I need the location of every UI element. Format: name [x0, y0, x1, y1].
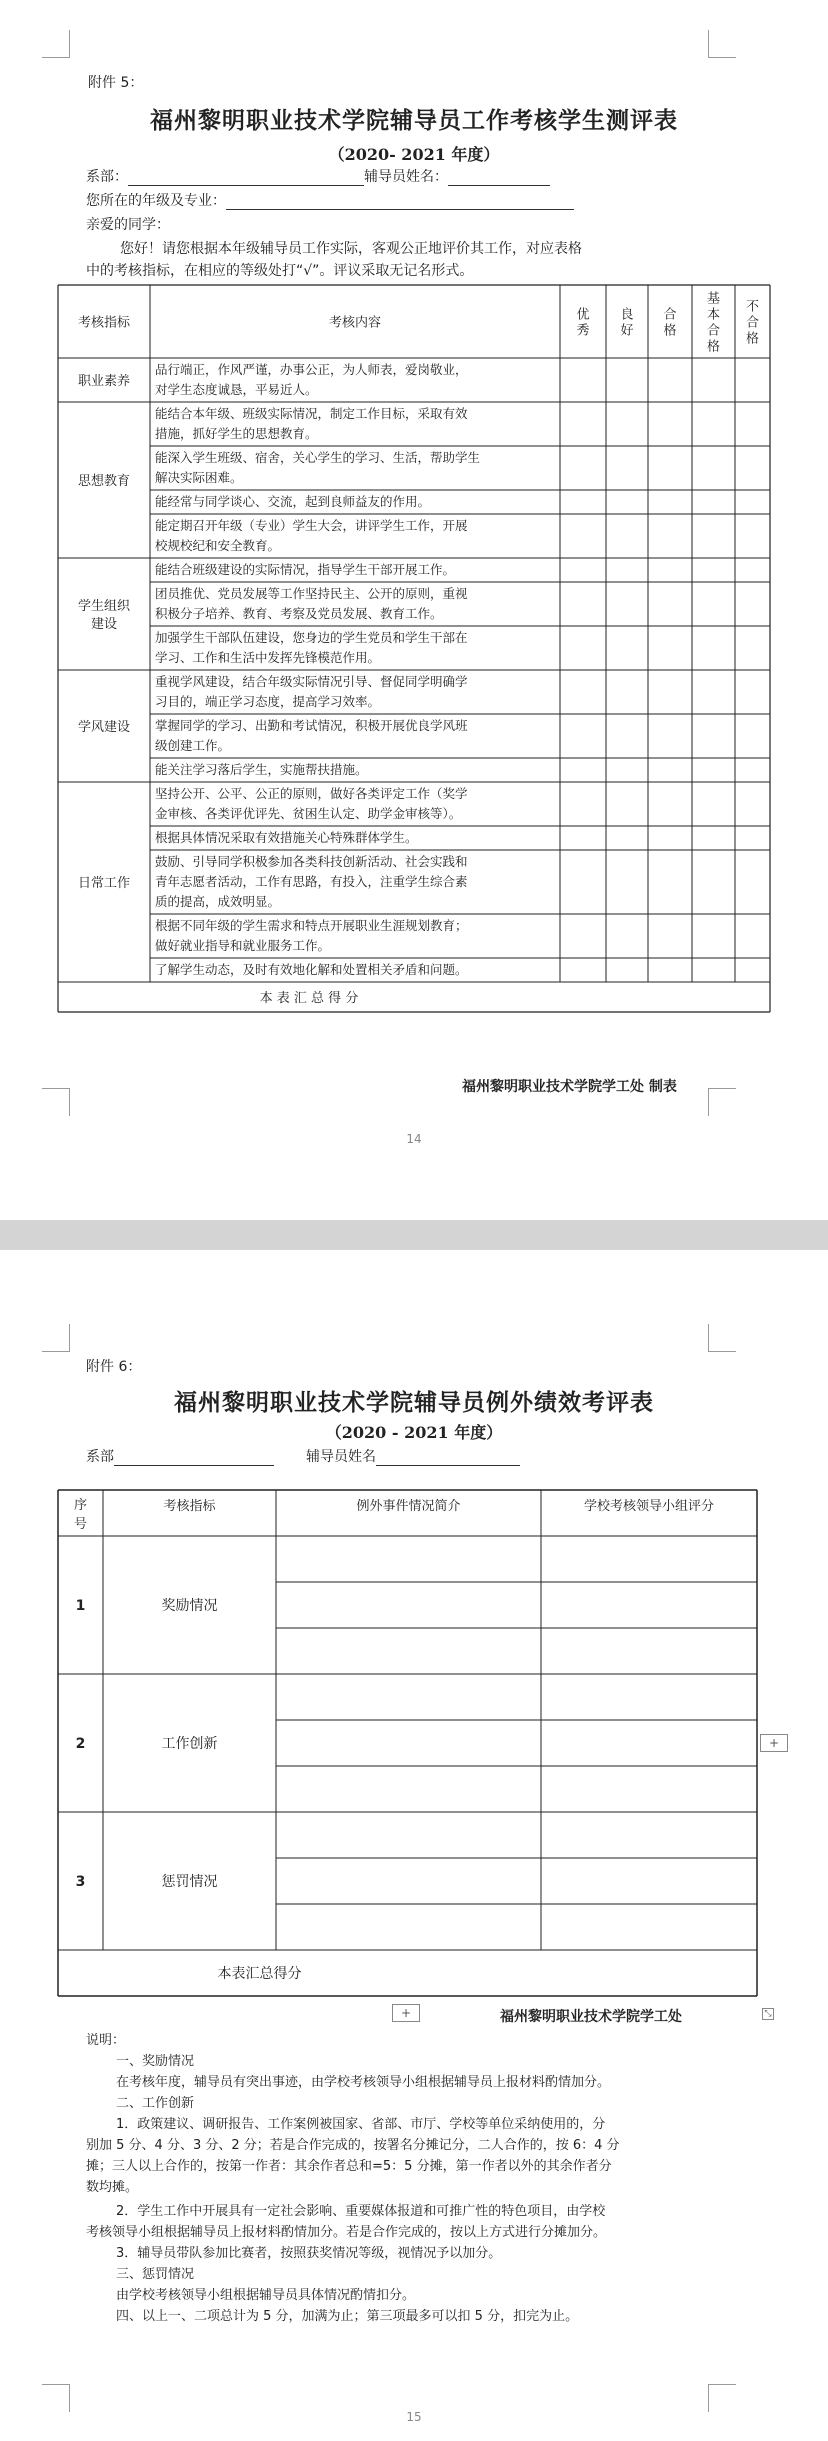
criteria-text: 了解学生动态，及时有效地化解和处置相关矛盾和问题。 — [155, 962, 468, 977]
header-grade-2: 良 — [620, 307, 634, 323]
page-title: 福州黎明职业技术学院辅导员工作考核学生测评表 — [150, 107, 678, 134]
page-title: 福州黎明职业技术学院辅导员例外绩效考评表 — [174, 1389, 654, 1416]
criteria-text: 金审核、各类评优评先、贫困生认定、助学金审核等）。 — [155, 806, 462, 821]
grade-label: 您所在的年级及专业： — [86, 193, 226, 209]
header-indicator: 考核指标 — [163, 1499, 216, 1514]
row-seq: 2 — [75, 1736, 86, 1752]
criteria-text: 掌握同学的学习、出勤和考试情况，积极开展优良学风班 — [155, 718, 468, 733]
criteria-text: 能关注学习落后学生，实施帮扶措施。 — [155, 762, 368, 777]
header-grade-3: 格 — [663, 323, 677, 339]
indicator-name: 职业素养 — [77, 374, 131, 389]
criteria-text: 解决实际困难。 — [155, 470, 243, 485]
resize-handle-icon[interactable]: ⤡ — [762, 2008, 774, 2020]
attachment-label: 附件 6： — [86, 1359, 142, 1375]
greeting: 亲爱的同学： — [86, 217, 170, 233]
indicator-name: 日常工作 — [77, 876, 131, 891]
notes-line: 四、以上一、二项总计为 5 分，加满为止；第三项最多可以扣 5 分，扣完为止。 — [116, 2309, 579, 2324]
indicator-name: 学风建设 — [77, 720, 131, 735]
criteria-text: 坚持公开、公平、公正的原则，做好各类评定工作（奖学 — [155, 786, 468, 801]
header-grade-5: 不 — [745, 299, 760, 315]
criteria-text: 能经常与同学谈心、交流，起到良师益友的作用。 — [155, 494, 431, 509]
header-grade-3: 合 — [663, 307, 677, 323]
header-grade-5: 合 — [745, 315, 760, 331]
criteria-text: 质的提高，成效明显。 — [155, 894, 281, 909]
intro-line-1: 您好！请您根据本年级辅导员工作实际，客观公正地评价其工作，对应表格 — [120, 241, 582, 257]
row-indicator: 惩罚情况 — [161, 1874, 218, 1890]
notes-line: 2．学生工作中开展具有一定社会影响、重要媒体报道和可推广性的特色项目，由学校 — [116, 2204, 606, 2219]
row-indicator: 奖励情况 — [161, 1598, 218, 1614]
header-grade-4: 本 — [706, 307, 721, 323]
header-grade-1: 优 — [576, 307, 590, 323]
criteria-text: 级创建工作。 — [155, 738, 231, 753]
notes-line: 3．辅导员带队参加比赛者，按照获奖情况等级，视情况予以加分。 — [116, 2246, 502, 2261]
header-grade-4: 基 — [706, 291, 721, 307]
notes-line: 一、奖励情况 — [116, 2054, 195, 2069]
criteria-text: 鼓励、引导同学积极参加各类科技创新活动、社会实践和 — [155, 854, 468, 869]
header-indicator: 考核指标 — [77, 315, 131, 331]
dept-label: 系部： — [86, 169, 128, 185]
criteria-text: 能结合班级建设的实际情况，指导学生干部开展工作。 — [155, 562, 456, 577]
header-brief: 例外事件情况简介 — [356, 1499, 461, 1514]
criteria-text: 学习、工作和生活中发挥先锋模范作用。 — [155, 650, 381, 665]
criteria-text: 品行端正，作风严谨，办事公正，为人师表，爱岗敬业， — [155, 362, 468, 377]
document-page-15 — [0, 1250, 828, 2441]
criteria-text: 措施，抓好学生的思想教育。 — [155, 426, 318, 441]
row-seq: 1 — [75, 1598, 86, 1614]
counselor-label: 辅导员姓名： — [364, 169, 448, 185]
notes-line: 由学校考核领导小组根据辅导员具体情况酌情扣分。 — [116, 2288, 416, 2303]
dept-label: 系部 — [86, 1449, 114, 1465]
total-score-label: 本表汇总得分 — [217, 1966, 302, 1982]
year-label: （2020- 2021 年度） — [328, 145, 500, 164]
indicator-name: 思想教育 — [77, 474, 131, 489]
notes-line: 别加 5 分、4 分、3 分、2 分；若是合作完成的，按署名分摊记分，二人合作的，按 6：4 分 — [86, 2138, 620, 2153]
maker-label: 福州黎明职业技术学院学工处 制表 — [462, 1079, 677, 1095]
header-seq: 号 — [73, 1517, 88, 1532]
criteria-text: 能深入学生班级、宿舍，关心学生的学习、生活，帮助学生 — [155, 450, 481, 465]
criteria-text: 校规校纪和安全教育。 — [155, 538, 281, 553]
year-label: （2020 - 2021 年度） — [325, 1423, 503, 1442]
header-grade-2: 好 — [620, 323, 634, 339]
page-number: 14 — [406, 1132, 422, 1146]
notes-line: 三、惩罚情况 — [116, 2267, 195, 2282]
page-number: 15 — [406, 2410, 422, 2424]
criteria-text: 能结合本年级、班级实际情况，制定工作目标，采取有效 — [155, 406, 468, 421]
header-grade-5: 格 — [745, 331, 760, 347]
maker-label: 福州黎明职业技术学院学工处 — [500, 2009, 682, 2025]
notes-line: 1．政策建议、调研报告、工作案例被国家、省部、市厅、学校等单位采纳使用的，分 — [116, 2117, 606, 2132]
add-column-button[interactable]: + — [760, 1734, 788, 1752]
counselor-label: 辅导员姓名 — [306, 1449, 376, 1465]
header-seq: 序 — [73, 1498, 88, 1513]
row-indicator: 工作创新 — [161, 1736, 218, 1752]
criteria-text: 能定期召开年级（专业）学生大会，讲评学生工作，开展 — [155, 518, 468, 533]
header-grade-4: 合 — [706, 323, 721, 339]
criteria-text: 做好就业指导和就业服务工作。 — [155, 938, 331, 953]
notes-heading: 说明： — [86, 2033, 126, 2048]
criteria-text: 积极分子培养、教育、考察及党员发展、教育工作。 — [155, 606, 443, 621]
intro-line-2: 中的考核指标，在相应的等级处打“√”。评议采取无记名形式。 — [86, 263, 474, 279]
attachment-label: 附件 5： — [88, 75, 144, 91]
criteria-text: 团员推优、党员发展等工作坚持民主、公开的原则，重视 — [155, 586, 468, 601]
header-grade-4: 格 — [706, 339, 721, 355]
notes-line: 数均摊。 — [86, 2180, 139, 2195]
criteria-text: 加强学生干部队伍建设，您身边的学生党员和学生干部在 — [155, 630, 468, 645]
criteria-text: 青年志愿者活动，工作有思路，有投入，注重学生综合素 — [155, 874, 468, 889]
header-score: 学校考核领导小组评分 — [583, 1499, 715, 1514]
row-seq: 3 — [75, 1874, 86, 1890]
criteria-text: 根据具体情况采取有效措施关心特殊群体学生。 — [155, 830, 418, 845]
criteria-text: 根据不同年级的学生需求和特点开展职业生涯规划教育； — [155, 918, 468, 933]
indicator-name: 学生组织 — [77, 599, 131, 614]
evaluation-table — [0, 0, 828, 1220]
criteria-text: 对学生态度诚恳，平易近人。 — [155, 382, 318, 397]
indicator-name: 建设 — [90, 617, 118, 632]
header-content: 考核内容 — [328, 315, 382, 331]
notes-line: 考核领导小组根据辅导员上报材料酌情加分。若是合作完成的，按以上方式进行分摊加分。 — [86, 2225, 607, 2240]
criteria-text: 重视学风建设，结合年级实际情况引导、督促同学明确学 — [155, 674, 468, 689]
total-score-label: 本 表 汇 总 得 分 — [259, 991, 359, 1006]
document-page-14 — [0, 0, 828, 1220]
add-row-button[interactable]: + — [392, 2004, 420, 2022]
notes-line: 二、工作创新 — [116, 2096, 195, 2111]
notes-line: 在考核年度，辅导员有突出事迹，由学校考核领导小组根据辅导员上报材料酌情加分。 — [116, 2075, 611, 2090]
criteria-text: 习目的，端正学习态度，提高学习效率。 — [155, 694, 381, 709]
notes-line: 摊；三人以上合作的，按第一作者：其余作者总和=5：5 分摊，第一作者以外的其余作者分 — [86, 2159, 612, 2174]
header-grade-1: 秀 — [576, 323, 590, 339]
